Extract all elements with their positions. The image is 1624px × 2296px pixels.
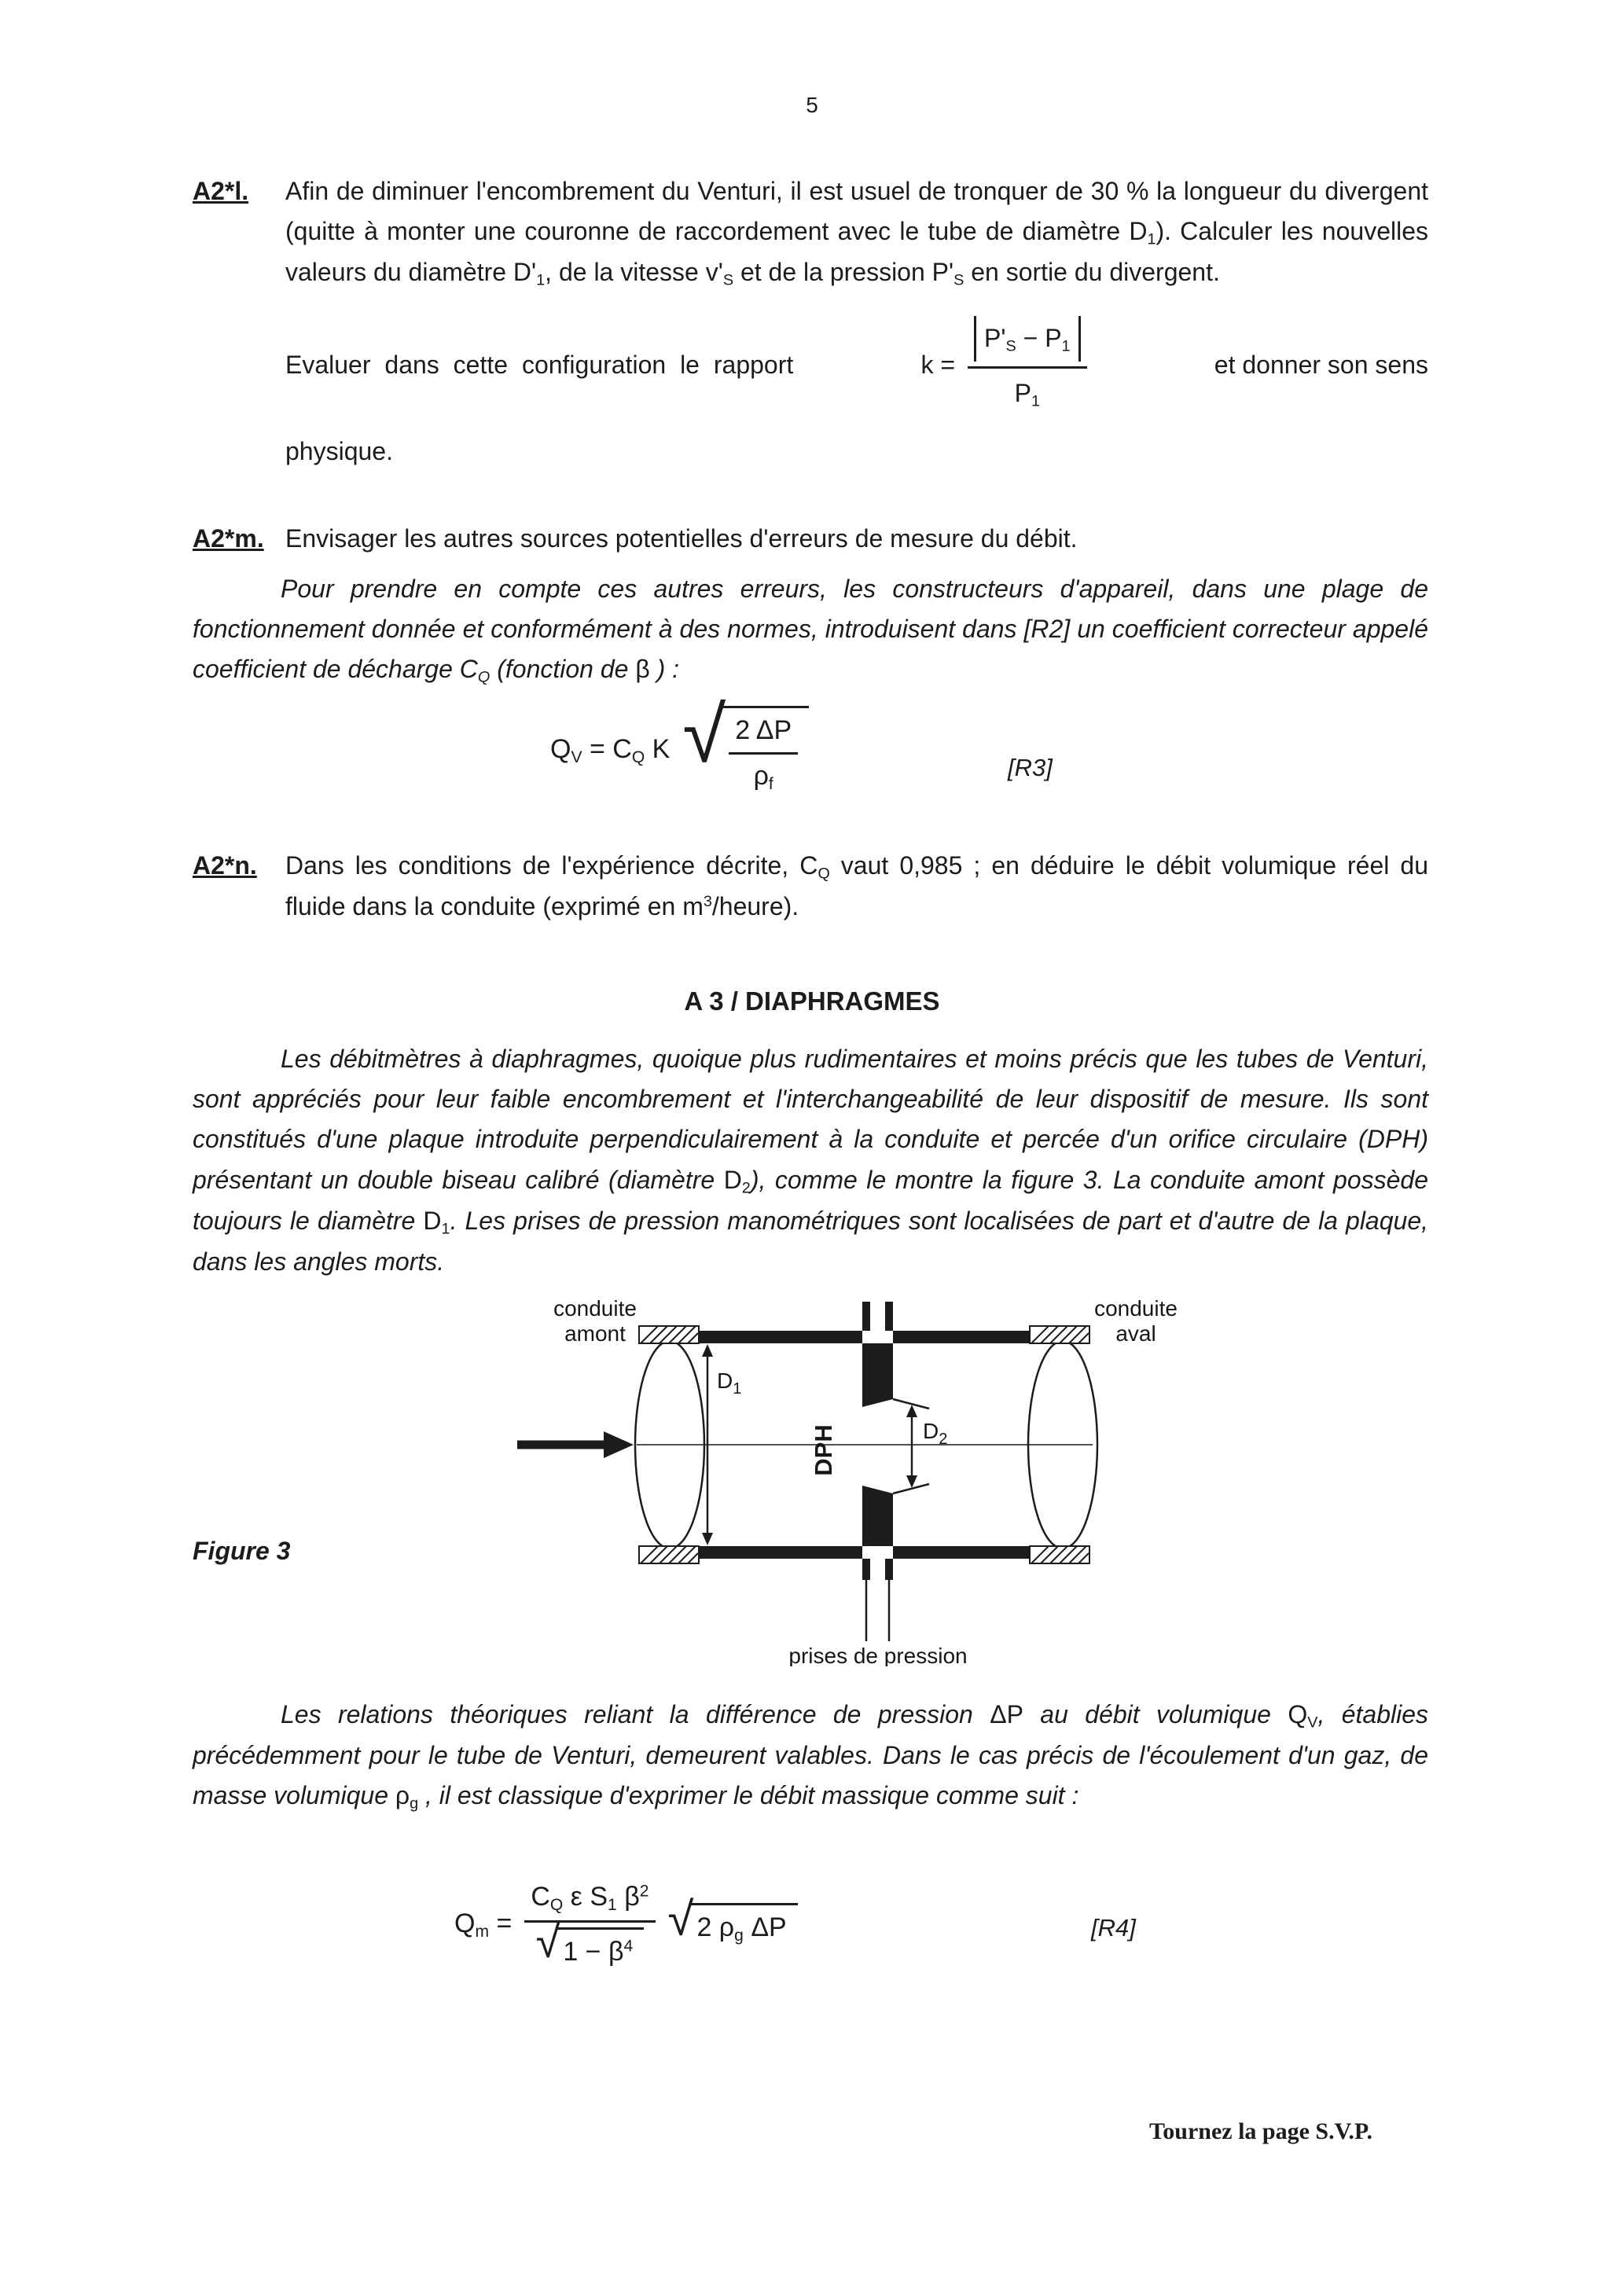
formula-r4 xyxy=(454,1880,798,1969)
figure-3-diagram xyxy=(495,1289,1218,1666)
formula-r4-fraction xyxy=(524,1880,655,1969)
question-a2l xyxy=(193,171,1428,472)
relations-paragraph: Les relations théoriques reliant la différence de pression ΔP au débit volumique $Q_V$, établies précédemment pour le tube de Venturi, demeurent valables. Dans le cas précis de l'écoulement d'un gaz, de masse volumique $\rho_g$ , il est classique d'exprimer le débit massique comme suit : xyxy=(193,1700,1429,1813)
k-ratio-fraction xyxy=(968,316,1087,415)
formula-r4-radicand: 2 $\rho_g$ ΔP xyxy=(689,1903,797,1946)
question-a2n xyxy=(193,846,1428,927)
dph-label: DPH xyxy=(810,1424,837,1476)
figure-3 xyxy=(495,1289,1218,1678)
turn-page-footer: Tournez la page S.V.P. xyxy=(1149,2118,1372,2144)
formula-r3 xyxy=(550,691,809,795)
upstream-pipe-label-line2: amont xyxy=(564,1321,626,1346)
k-ratio-expression xyxy=(920,316,1086,415)
evaluate-post-text: et donner son sens xyxy=(1214,350,1428,379)
diaphragm-plate xyxy=(862,1302,929,1580)
formula-r4-lhs: $Q_m$ = xyxy=(454,1908,513,1941)
question-a2n-label: A2*n. xyxy=(193,851,257,880)
question-a2n-paragraph: Dans les conditions de l'expérience décrite, $C_Q$ vaut 0,985 ; en déduire le débit volumique réel du fluide dans la conduite (exprimé en $m^3/heure$). xyxy=(285,851,1429,921)
pressure-tap-lines xyxy=(866,1580,889,1641)
k-numerator: $P'_S - P_1$ xyxy=(974,316,1081,362)
d2-label: $D_2$ xyxy=(923,1419,948,1448)
question-a2m-label: A2*m. xyxy=(193,524,264,553)
formula-r4-reference: [R4] xyxy=(1091,1914,1136,1941)
k-equals-text: k = xyxy=(920,350,956,379)
upstream-pipe-label-line1: conduite xyxy=(553,1296,637,1321)
hatch-top-right xyxy=(1030,1326,1089,1343)
formula-r3-denominator: $\rho_f$ xyxy=(753,760,773,793)
hatch-bottom-left xyxy=(639,1546,699,1563)
formula-r3-numerator: 2 ΔP xyxy=(729,714,798,755)
downstream-pipe-label-line2: aval xyxy=(1115,1321,1156,1346)
formula-r4-numerator: $C_Q$ ε $S_1$ $\beta^2$ xyxy=(524,1880,655,1923)
formula-r3-sqrt xyxy=(682,691,809,795)
question-a2l-paragraph: Afin de diminuer l'encombrement du Venturi, il est usuel de tronquer de 30 % la longueur du divergent (quitte à monter une couronne de raccordement avec le tube de diamètre $D_1$). Calculer les nouvelles valeurs du diamètre $D'_1$, de la vitesse $v'_S$ et de la pression $P'_S$ en sortie du divergent. xyxy=(285,177,1429,290)
formula-r4-denominator-radicand: $1 - \beta^4$ xyxy=(556,1927,644,1969)
radical-sign: √ xyxy=(535,1917,560,1967)
hatch-bottom-right xyxy=(1030,1546,1089,1563)
radical-sign: √ xyxy=(667,1892,694,1945)
flow-arrow xyxy=(517,1431,634,1458)
formula-r3-lhs: $Q_V = C_Q$ K xyxy=(550,733,671,766)
d1-label: $D_1$ xyxy=(717,1368,742,1398)
evaluate-pre-text: Evaluer dans cette configuration le rapport xyxy=(285,350,794,379)
question-a2m xyxy=(193,519,1428,559)
pressure-taps-label: prises de pression xyxy=(788,1644,968,1666)
radical-sign: √ xyxy=(682,691,726,779)
page-number: 5 xyxy=(806,93,818,117)
formula-r3-reference: [R3] xyxy=(1008,754,1053,781)
note-discharge-coefficient: Pour prendre en compte ces autres erreurs, les constructeurs d'appareil, dans une plage de fonctionnement donnée et conformément à des normes, introduisent dans [R2] un coefficient correcteur appelé coefficient de décharge $C_Q$ (fonction de β ) : xyxy=(193,575,1428,686)
question-a2m-text: Envisager les autres sources potentielles d'erreurs de mesure du débit. xyxy=(285,524,1078,553)
formula-r4-denominator-sqrt xyxy=(535,1917,645,1969)
evaluate-line-2: physique. xyxy=(285,437,393,466)
figure-3-caption: Figure 3 xyxy=(193,1537,291,1565)
section-a3-heading: A 3 / DIAPHRAGMES xyxy=(684,986,940,1016)
hatch-top-left xyxy=(639,1326,699,1343)
d2-dimension-arrow xyxy=(906,1405,917,1488)
formula-r4-sqrt xyxy=(667,1892,798,1946)
section-a3-paragraph: Les débitmètres à diaphragmes, quoique plus rudimentaires et moins précis que les tubes de Venturi, sont appréciés pour leur faible encombrement et l'interchangeabilité de leur dispositif de mesure. Ils sont constitués d'une plaque introduite perpendiculairement à la conduite et percée d'un orifice circulaire (DPH) présentant un double biseau calibré (diamètre $D_2$), comme le montre la figure 3. La conduite amont possède toujours le diamètre $D_1$. Les prises de pression manométriques sont localisées de part et d'autre de la plaque, dans les angles morts. xyxy=(193,1045,1429,1277)
downstream-pipe-label-line1: conduite xyxy=(1094,1296,1178,1321)
k-denominator: $P_1$ xyxy=(1014,379,1040,410)
question-a2l-label: A2*l. xyxy=(193,177,249,205)
question-a2l-evaluate-line xyxy=(285,316,1428,415)
